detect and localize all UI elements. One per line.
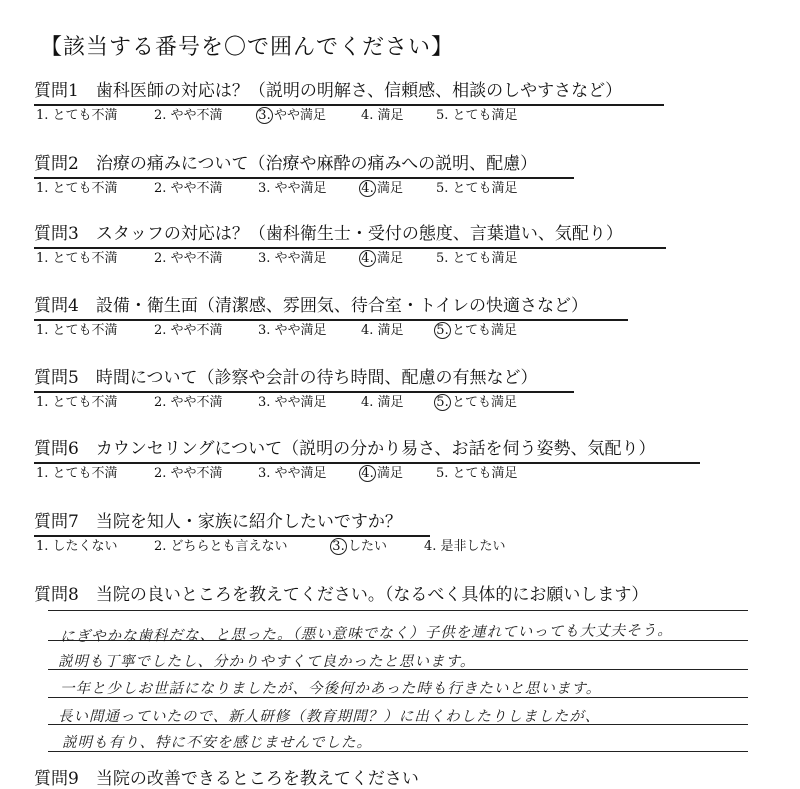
option-4[interactable]: 4. 是非したい	[424, 539, 506, 554]
option-5-label: とても満足	[452, 395, 518, 410]
option-5-circled[interactable]: 5. とても満足	[436, 394, 517, 412]
underline	[34, 462, 700, 464]
option-5-label: とても満足	[452, 323, 518, 338]
option-3[interactable]: 3. やや満足	[258, 466, 327, 481]
option-4[interactable]: 4. 満足	[361, 395, 404, 410]
question-9-title-partial: 質問9 当院の改善できるところを教えてください	[34, 769, 419, 789]
handwritten-line-3: 一年と少しお世話になりましたが、今後何かあった時も行きたいと思います。	[60, 681, 602, 697]
option-5[interactable]: 5. とても満足	[436, 181, 518, 196]
question-7	[34, 511, 734, 563]
question-6	[34, 438, 734, 490]
option-5[interactable]: 5. とても満足	[436, 466, 518, 481]
question-title: 質問6 カウンセリングについて（説明の分かり易さ、お話を伺う姿勢、気配り）	[34, 439, 656, 459]
option-5-circled[interactable]: 5. とても満足	[436, 322, 517, 340]
question-1	[34, 80, 734, 132]
option-2[interactable]: 2. どちらとも言えない	[154, 539, 288, 554]
question-title: 質問1 歯科医師の対応は？（説明の明解さ、信頼感、相談のしやすさなど）	[34, 81, 623, 101]
question-title: 質問3 スタッフの対応は？（歯科衛生士・受付の態度、言葉遣い、気配り）	[34, 224, 623, 244]
option-4-circled[interactable]: 4. 満足	[361, 465, 403, 483]
handwritten-line-2: 説明も丁寧でしたし、分かりやすくて良かったと思います。	[58, 654, 476, 670]
underline	[34, 535, 430, 537]
option-2[interactable]: 2. やや不満	[154, 251, 223, 266]
option-4[interactable]: 4. 満足	[361, 323, 404, 338]
option-5[interactable]: 5. とても満足	[436, 251, 518, 266]
option-3[interactable]: 3. やや満足	[258, 251, 327, 266]
question-title: 質問5 時間について（診察や会計の待ち時間、配慮の有無など）	[34, 368, 538, 388]
option-1[interactable]: 1. とても不満	[36, 466, 118, 481]
option-4-label: 満足	[377, 251, 404, 266]
option-1[interactable]: 1. とても不満	[36, 181, 118, 196]
question-8-title: 質問8 当院の良いところを教えてください。（なるべく具体的にお願いします）	[34, 585, 649, 605]
option-3-circled[interactable]: 3. したい	[332, 538, 387, 556]
option-1[interactable]: 1. とても不満	[36, 323, 118, 338]
underline	[34, 247, 666, 249]
underline	[34, 177, 574, 179]
option-4-circled[interactable]: 4. 満足	[361, 180, 403, 198]
question-5	[34, 367, 734, 419]
option-4[interactable]: 4. 満足	[361, 108, 404, 123]
question-3	[34, 223, 734, 275]
option-2[interactable]: 2. やや不満	[154, 466, 223, 481]
option-2[interactable]: 2. やや不満	[154, 323, 223, 338]
question-title: 質問7 当院を知人・家族に紹介したいですか？	[34, 512, 402, 532]
underline	[34, 319, 628, 321]
option-2[interactable]: 2. やや不満	[154, 108, 223, 123]
option-2[interactable]: 2. やや不満	[154, 181, 223, 196]
option-3[interactable]: 3. やや満足	[258, 181, 327, 196]
answer-rule	[48, 610, 748, 611]
handwritten-line-1: にぎやかな歯科だな、と思った。（悪い意味でなく）子供を連れていっても大丈夫そう。	[59, 622, 673, 646]
option-2[interactable]: 2. やや不満	[154, 395, 223, 410]
option-4-label: 満足	[377, 181, 404, 196]
option-1[interactable]: 1. したくない	[36, 539, 118, 554]
question-title: 質問4 設備・衛生面（清潔感、雰囲気、待合室・トイレの快適さなど）	[34, 296, 588, 316]
option-3[interactable]: 3. やや満足	[258, 323, 327, 338]
option-3[interactable]: 3. やや満足	[258, 395, 327, 410]
question-title: 質問2 治療の痛みについて（治療や麻酔の痛みへの説明、配慮）	[34, 154, 538, 174]
option-1[interactable]: 1. とても不満	[36, 395, 118, 410]
option-1[interactable]: 1. とても不満	[36, 108, 118, 123]
question-2	[34, 153, 734, 205]
underline	[34, 104, 664, 106]
handwritten-line-5: 説明も有り、特に不安を感じませんでした。	[62, 735, 372, 751]
option-3-label: やや満足	[274, 108, 327, 123]
option-1[interactable]: 1. とても不満	[36, 251, 118, 266]
instruction-heading: 【該当する番号を〇で囲んでください】	[40, 35, 455, 60]
underline	[34, 391, 574, 393]
handwritten-line-4: 長い間通っていたので、新人研修（教育期間？）に出くわしたりしましたが、	[58, 709, 601, 725]
question-4	[34, 295, 734, 347]
option-5[interactable]: 5. とても満足	[436, 108, 518, 123]
option-4-label: 満足	[377, 466, 404, 481]
option-3-label: したい	[348, 539, 388, 554]
option-3-circled[interactable]: 3. やや満足	[258, 107, 326, 125]
option-4-circled[interactable]: 4. 満足	[361, 250, 403, 268]
